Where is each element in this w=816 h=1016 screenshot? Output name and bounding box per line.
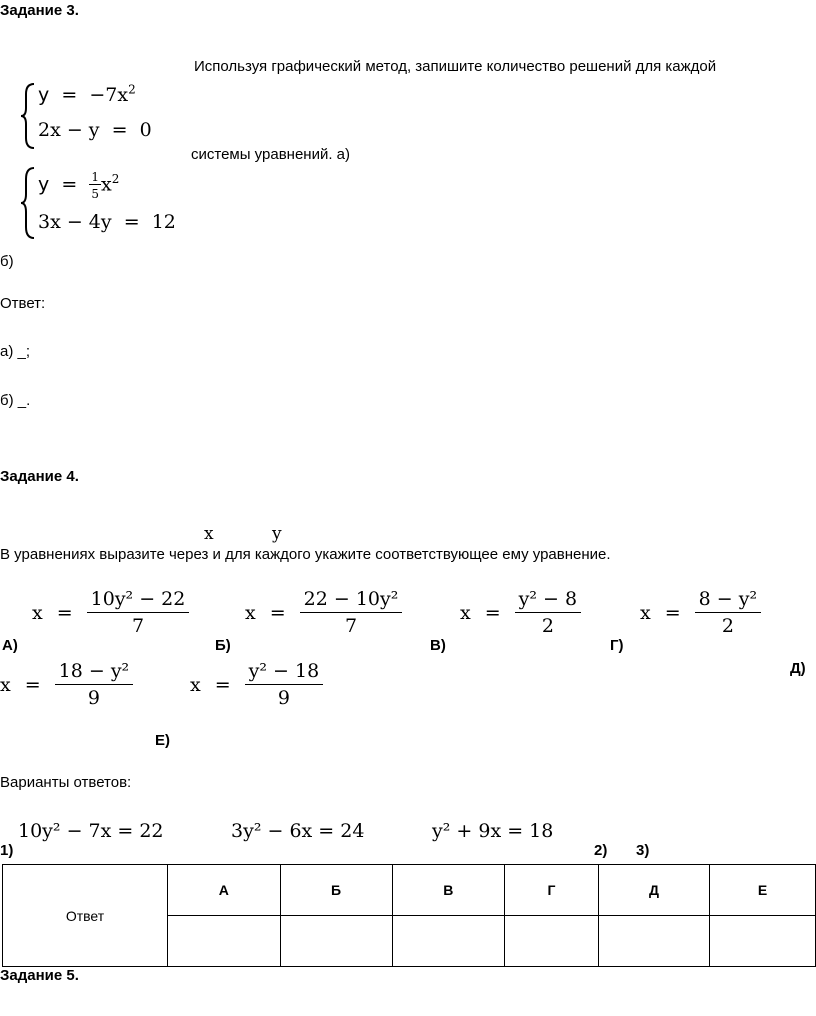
option-g-equation: x = $\frac{\text{8 − y²}}{2}$ — [640, 588, 761, 637]
system-b-eq1: y = $\frac{1}{5}$ $x^2$ — [38, 170, 120, 201]
table-header-cell: В — [392, 865, 505, 916]
task5-title: Задание 5. — [0, 967, 79, 984]
variant-2-label: 2) — [594, 842, 608, 859]
variant-3-label: 3) — [636, 842, 650, 859]
task3-instruction-line2: системы уравнений. а) — [191, 146, 351, 163]
system-a-eq1: $y = -7x^2$ — [38, 82, 136, 106]
variant-1-equation: 10y² − 7x = 22 — [18, 820, 164, 842]
left-brace-icon — [20, 82, 36, 150]
option-a-label: А) — [2, 637, 18, 654]
answer-b: б) _. — [0, 392, 31, 409]
answer-cell[interactable] — [392, 916, 505, 967]
answer-row-label: Ответ — [3, 865, 168, 967]
table-header-cell: Е — [710, 865, 816, 916]
option-e-equation: x = $\frac{\text{y² − 18}}{9}$ — [190, 660, 323, 709]
answer-cell[interactable] — [505, 916, 599, 967]
task4-title: Задание 4. — [0, 468, 79, 485]
var-x: x — [204, 524, 214, 544]
task3-title: Задание 3. — [0, 2, 79, 19]
task3-instruction-line1: Используя графический метод, запишите количество решений для каждой — [194, 58, 717, 75]
label-b: б) — [0, 253, 14, 270]
option-g-label: Г) — [610, 637, 624, 654]
left-brace-icon — [20, 166, 36, 240]
option-v-label: В) — [430, 637, 446, 654]
table-header-cell: А — [168, 865, 281, 916]
variant-3-equation: y² + 9x = 18 — [432, 820, 554, 842]
table-header-cell: Б — [280, 865, 392, 916]
answer-cell[interactable] — [168, 916, 281, 967]
system-b-eq2: 3x − 4y = 12 — [38, 211, 176, 233]
table-header-row — [3, 865, 816, 916]
answer-cell[interactable] — [280, 916, 392, 967]
table-header-cell: Д — [598, 865, 709, 916]
option-b-equation: x = $\frac{\text{22 − 10y²}}{7}$ — [245, 588, 402, 637]
option-e-label: Е) — [155, 732, 170, 749]
option-v-equation: x = $\frac{\text{y² − 8}}{2}$ — [460, 588, 581, 637]
option-d-equation: x = $\frac{\text{18 − y²}}{9}$ — [0, 660, 133, 709]
option-b-label: Б) — [215, 637, 231, 654]
answer-cell[interactable] — [598, 916, 709, 967]
option-d-label: Д) — [790, 660, 806, 677]
variants-label: Варианты ответов: — [0, 774, 132, 791]
task4-instruction: В уравнениях выразите через и для каждого укажите соответствующее ему уравнение. — [0, 546, 611, 563]
answer-cell[interactable] — [710, 916, 816, 967]
variant-1-label: 1) — [0, 842, 14, 859]
answer-a: а) _; — [0, 343, 31, 360]
variant-2-equation: 3y² − 6x = 24 — [231, 820, 365, 842]
answer-label: Ответ: — [0, 295, 46, 312]
var-y: y — [272, 524, 282, 544]
option-a-equation: x = $\frac{\text{10y² − 22}}{7}$ — [32, 588, 189, 637]
table-header-cell: Г — [505, 865, 599, 916]
system-a-eq2: 2x − y = 0 — [38, 119, 152, 141]
answer-table — [2, 864, 816, 967]
